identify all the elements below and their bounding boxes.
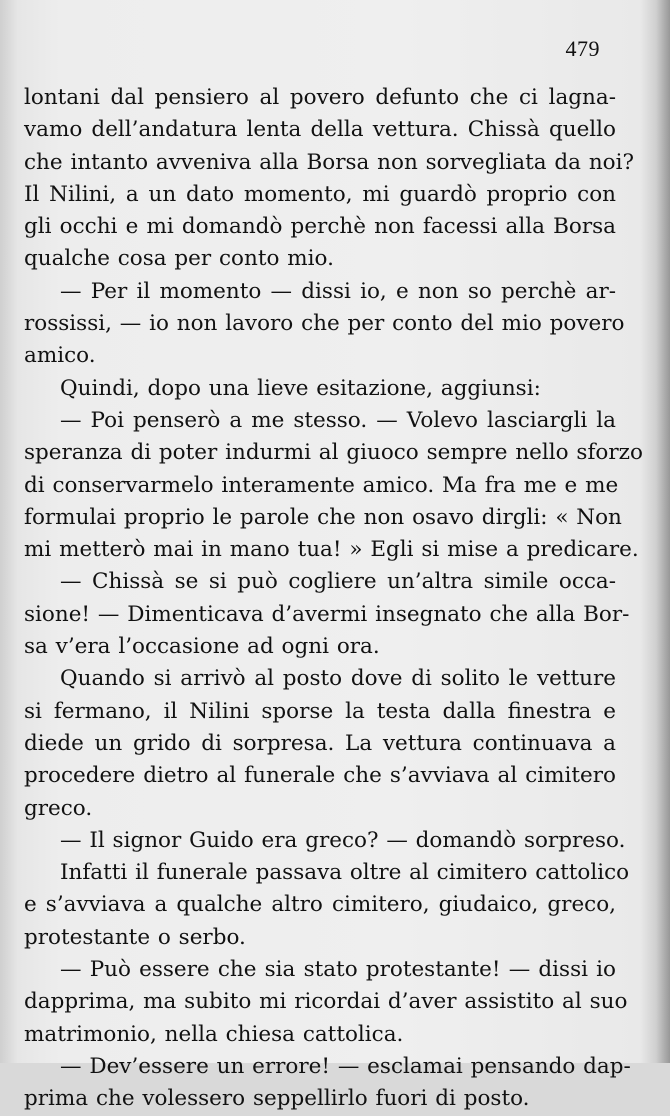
page-edge-shadow xyxy=(656,0,670,1063)
text-line: procedere dietro al funerale che s’avviava al cimitero xyxy=(24,763,616,789)
text-line: Il Nilini, a un dato momento, mi guardò proprio con xyxy=(24,181,616,207)
text-line: greco. xyxy=(24,795,93,821)
text-line: e s’avviava a qualche altro cimitero, giudaico, greco, xyxy=(24,892,616,918)
text-line: qualche cosa per conto mio. xyxy=(24,246,334,272)
text-line: mi metterò mai in mano tua! » Egli si mise a predicare. xyxy=(24,537,639,563)
text-line: — Chissà se si può cogliere un’altra simile occa- xyxy=(60,569,616,595)
body-text xyxy=(24,82,643,1116)
text-line: che intanto avveniva alla Borsa non sorvegliata da noi? xyxy=(24,149,635,175)
text-line: Quando si arrivò al posto dove di solito le vetture xyxy=(60,666,616,692)
text-line: Infatti il funerale passava oltre al cimitero cattolico xyxy=(60,860,630,886)
text-line: protestante o serbo. xyxy=(24,924,246,950)
text-line: — Poi penserò a me stesso. — Volevo lasciargli la xyxy=(60,407,616,433)
text-line: di conservarmelo interamente amico. Ma fra me e me xyxy=(24,472,619,498)
text-line: speranza di poter indurmi al giuoco sempre nello sforzo xyxy=(24,440,643,466)
text-line: rossissi, — io non lavoro che per conto del mio povero xyxy=(24,311,625,337)
text-line: sa v’era l’occasione ad ogni ora. xyxy=(24,634,380,660)
text-line: lontani dal pensiero al povero defunto che ci lagna- xyxy=(24,85,616,110)
text-line: prima che volessero seppellirlo fuori di posto. xyxy=(24,1086,530,1112)
text-line: si fermano, il Nilini sporse la testa dalla finestra e xyxy=(24,698,616,724)
text-line: matrimonio, nella chiesa cattolica. xyxy=(24,1021,404,1047)
text-line: sione! — Dimenticava d’avermi insegnato che alla Bor- xyxy=(24,601,630,627)
text-line: vamo dell’andatura lenta della vettura. Chissà quello xyxy=(24,117,616,143)
text-line: dapprima, ma subito mi ricordai d’aver assistito al suo xyxy=(24,989,628,1015)
text-line: formulai proprio le parole che non osavo dirgli: « Non xyxy=(24,504,622,530)
text-line: Quindi, dopo una lieve esitazione, aggiunsi: xyxy=(60,375,541,401)
text-line: — Può essere che sia stato protestante! — dissi io xyxy=(60,957,616,983)
page-number: 479 xyxy=(565,36,600,61)
text-line: — Dev’essere un errore! — esclamai pensando dap- xyxy=(60,1053,631,1079)
text-line: diede un grido di sorpresa. La vettura continuava a xyxy=(24,730,616,756)
text-line: amico. xyxy=(24,343,96,369)
text-line: — Per il momento — dissi io, e non so perchè ar- xyxy=(60,278,616,304)
text-line: — Il signor Guido era greco? — domandò sorpreso. xyxy=(60,827,626,853)
text-line: gli occhi e mi domandò perchè non facessi alla Borsa xyxy=(24,214,616,240)
